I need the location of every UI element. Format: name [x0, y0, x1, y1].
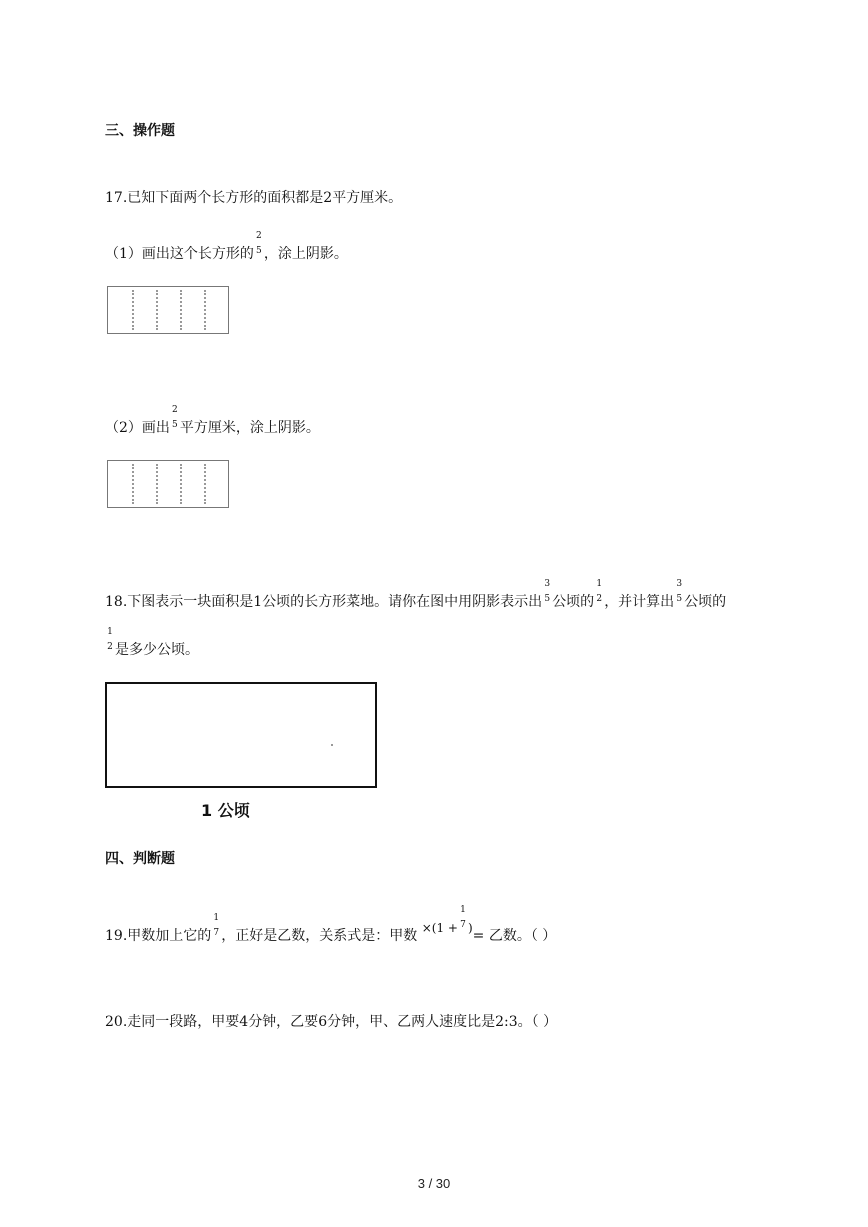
q20	[105, 1012, 557, 1032]
q17-part2-b: 平方厘米，涂上阴影。	[179, 420, 320, 436]
fraction-numerator: 3	[676, 579, 683, 589]
fraction-denominator: 7	[460, 920, 466, 930]
q19-text-c: = 乙数。（ ）	[472, 928, 557, 944]
q19-expression	[421, 905, 473, 935]
q20-n1: 4	[239, 1014, 249, 1030]
q17-part2-fraction	[171, 405, 179, 432]
q19-expr-b: )	[467, 921, 473, 935]
q18-line1-a: 18.下图表示一块面积是	[105, 594, 254, 610]
section-3-title: 三、操作题	[105, 123, 175, 139]
divider-line	[180, 464, 182, 504]
divider-line	[204, 290, 206, 330]
divider-line	[156, 290, 158, 330]
fraction-denominator: 5	[676, 594, 683, 604]
fraction-denominator: 2	[596, 594, 603, 604]
stray-dot	[331, 744, 333, 746]
q17-rectangle-1[interactable]	[107, 286, 229, 334]
divider-line	[132, 290, 134, 330]
q18-line1-d: ，并计算出	[604, 594, 675, 610]
page-number: 3 / 30	[417, 1176, 451, 1191]
q18-fraction-3	[675, 579, 683, 606]
q18-fraction-4	[106, 627, 114, 654]
divider-line	[180, 290, 182, 330]
q18-line1-b: 公顷的长方形菜地。请你在图中用阴影表示出	[262, 594, 543, 610]
fraction-numerator: 3	[544, 579, 551, 589]
q18-fraction-1	[543, 579, 551, 606]
q19-fraction	[212, 913, 220, 940]
fraction-numerator: 2	[256, 231, 262, 241]
fraction-denominator: 5	[256, 246, 262, 256]
fraction-denominator: 7	[213, 928, 220, 938]
q17-part2-a: （2）画出	[105, 420, 170, 436]
q19-expr-fraction	[459, 905, 467, 932]
section-4-title: 四、判断题	[105, 851, 175, 867]
q18-fraction-2	[595, 579, 603, 606]
fraction-denominator: 5	[544, 594, 551, 604]
fraction-numerator: 1	[213, 913, 220, 923]
q18-line1-c: 公顷的	[552, 594, 595, 610]
q19-text-a: 19.甲数加上它的	[105, 928, 212, 944]
q17-part1-a: （1）画出这个长方形的	[105, 246, 254, 262]
q17-stem-b: 平方厘米。	[332, 190, 403, 206]
q17-stem-num: 2	[323, 190, 333, 206]
q20-n2: 6	[318, 1014, 328, 1030]
divider-line	[132, 464, 134, 504]
q17-stem-a: 17.已知下面两个长方形的面积都是	[105, 190, 324, 206]
fraction-denominator: 2	[107, 642, 113, 652]
q19-expr-a: ×(1 +	[421, 921, 458, 935]
q20-ratio: 2:3	[495, 1014, 518, 1030]
q18-caption: 1 公顷	[201, 801, 250, 820]
q18-line2: 是多少公顷。	[115, 642, 199, 658]
q17-part1-b: ，涂上阴影。	[263, 246, 348, 262]
q17-part2	[105, 405, 320, 438]
q20-text-a: 20.走同一段路，甲要	[105, 1014, 240, 1030]
q17-part1-fraction	[255, 231, 263, 258]
divider-line	[156, 464, 158, 504]
q17-part1	[105, 231, 348, 264]
fraction-denominator: 5	[172, 420, 178, 430]
q18-line-1	[105, 579, 727, 612]
divider-line	[204, 464, 206, 504]
fraction-numerator: 1	[107, 627, 113, 637]
q20-text-d: 。（ ）	[517, 1014, 558, 1030]
q18-line1-num: 1	[253, 594, 263, 610]
q19	[105, 905, 557, 946]
fraction-numerator: 1	[596, 579, 603, 589]
q17-stem	[105, 188, 402, 208]
q19-text-b: ，正好是乙数，关系式是：甲数	[221, 928, 418, 944]
q18-field-rectangle[interactable]	[105, 682, 377, 788]
fraction-numerator: 2	[172, 405, 178, 415]
q18-line1-e: 公顷的	[684, 594, 727, 610]
q17-rectangle-2[interactable]	[107, 460, 229, 508]
fraction-numerator: 1	[460, 905, 466, 915]
q18-line-2	[105, 627, 199, 660]
q20-text-b: 分钟，乙要	[248, 1014, 319, 1030]
q20-text-c: 分钟，甲、乙两人速度比是	[327, 1014, 496, 1030]
